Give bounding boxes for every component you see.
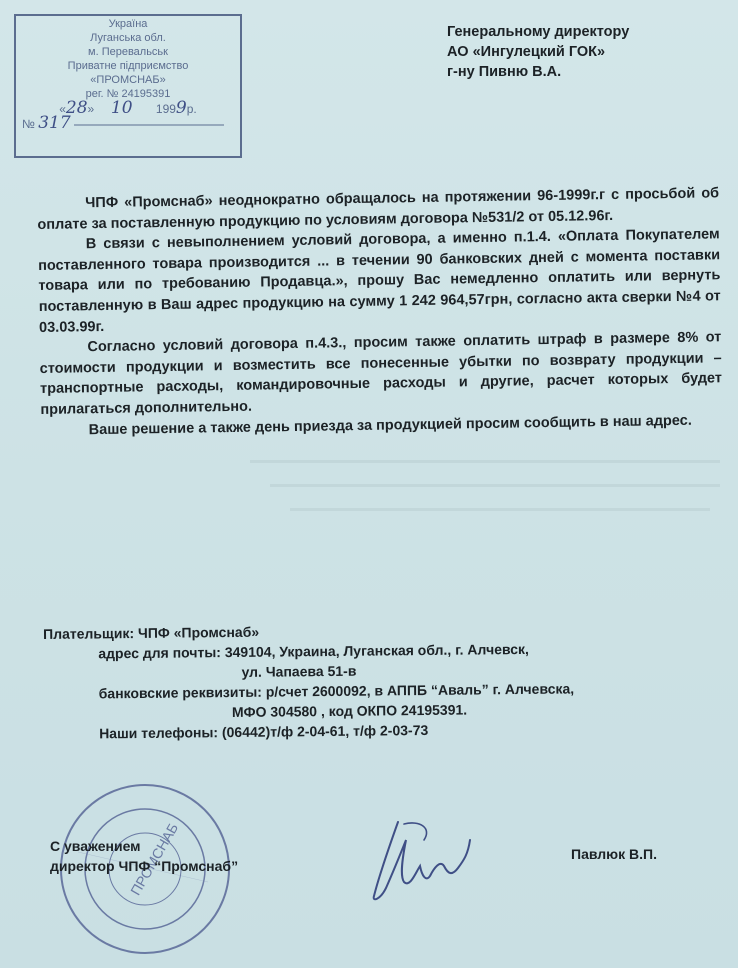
addressee-block: [447, 22, 629, 82]
payer-phones: Наши телефоны: (06442)т/ф 2-04-61, т/ф 2-03-73: [99, 721, 429, 742]
payer-codes: МФО 304580 , код ОКПО 24195391.: [231, 701, 468, 721]
stamp-underline: [74, 123, 224, 127]
body-paragraph: В связи с невыполнением условий договора, а именно п.1.4. «Оплата Покупателем поставленного товара производится ... в течении 90 банковских дней с момента поставки товара или по требованию Продавца.», прошу Вас немедленно оплатить или вернуть поставленную в Ваш адрес продукцию на сумму 1 242 964,57грн, согласно акта сверки №4 от 03.03.99г.: [38, 226, 721, 336]
stamp-line: Україна: [108, 18, 148, 30]
addressee-line: АО «Ингулецкий ГОК»: [447, 44, 606, 60]
body-paragraph: ЧПФ «Промснаб» неоднократно обращалось на протяжении 96-1999г.г с просьбой об оплате за поставленную продукцию по условиям договора №531/2 от 05.12.96г.: [37, 185, 720, 233]
handwritten-month: 10: [110, 98, 133, 118]
closing-block: [50, 836, 238, 876]
stamp-line: Луганська обл.: [90, 32, 166, 44]
stamp-line: «ПРОМСНАБ»: [90, 74, 166, 86]
handwritten-day: 28: [65, 98, 88, 118]
payer-line: Плательщик: ЧПФ «Промснаб»: [43, 623, 260, 642]
letter-body: [37, 183, 723, 441]
payer-details: [43, 618, 575, 744]
payer-street: ул. Чапаева 51-в: [241, 662, 357, 680]
stamp-line: рег. № 24195391: [85, 88, 171, 100]
addressee-line: г-ну Пивню В.А.: [447, 64, 562, 80]
handwritten-year-digit: 9: [175, 98, 187, 118]
payer-address: адрес для почты: 349104, Украина, Луганская обл., г. Алчевск,: [98, 640, 529, 662]
payer-bank: банковские реквизиты: р/счет 2600092, в АППБ “Аваль” г. Алчевска,: [98, 680, 575, 702]
closing-signatory-title: директор ЧПФ “Промснаб”: [50, 858, 239, 874]
stamp-number: № 317: [16, 116, 240, 131]
closing-salutation: С уважением: [50, 838, 141, 854]
stamp-line: Приватне підприємство: [67, 60, 189, 72]
stamp-date: «28» 10 1999р.: [59, 98, 197, 118]
body-paragraph: Согласно условий договора п.4.3., просим также оплатить штраф в размере 8% от стоимости продукции и возместить все понесенные убытки по возврату продукции – транспортные расходы, командировочные расходы и другие, расчет которых будет прилагаться дополнительно.: [39, 329, 723, 418]
body-paragraph: Ваше решение а также день приезда за продукцией просим сообщить в наш адрес.: [88, 412, 692, 438]
registration-stamp: [14, 14, 242, 158]
signatory-name: Павлюк В.П.: [571, 846, 657, 862]
handwritten-signature: [360, 810, 490, 910]
paper-show-through: [250, 440, 730, 560]
stamp-line: м. Перевальськ: [88, 46, 168, 58]
handwritten-number: 317: [38, 113, 71, 133]
addressee-line: Генеральному директору: [447, 24, 630, 40]
svg-text:ПРОМСНАБ: ПРОМСНАБ: [127, 820, 182, 898]
